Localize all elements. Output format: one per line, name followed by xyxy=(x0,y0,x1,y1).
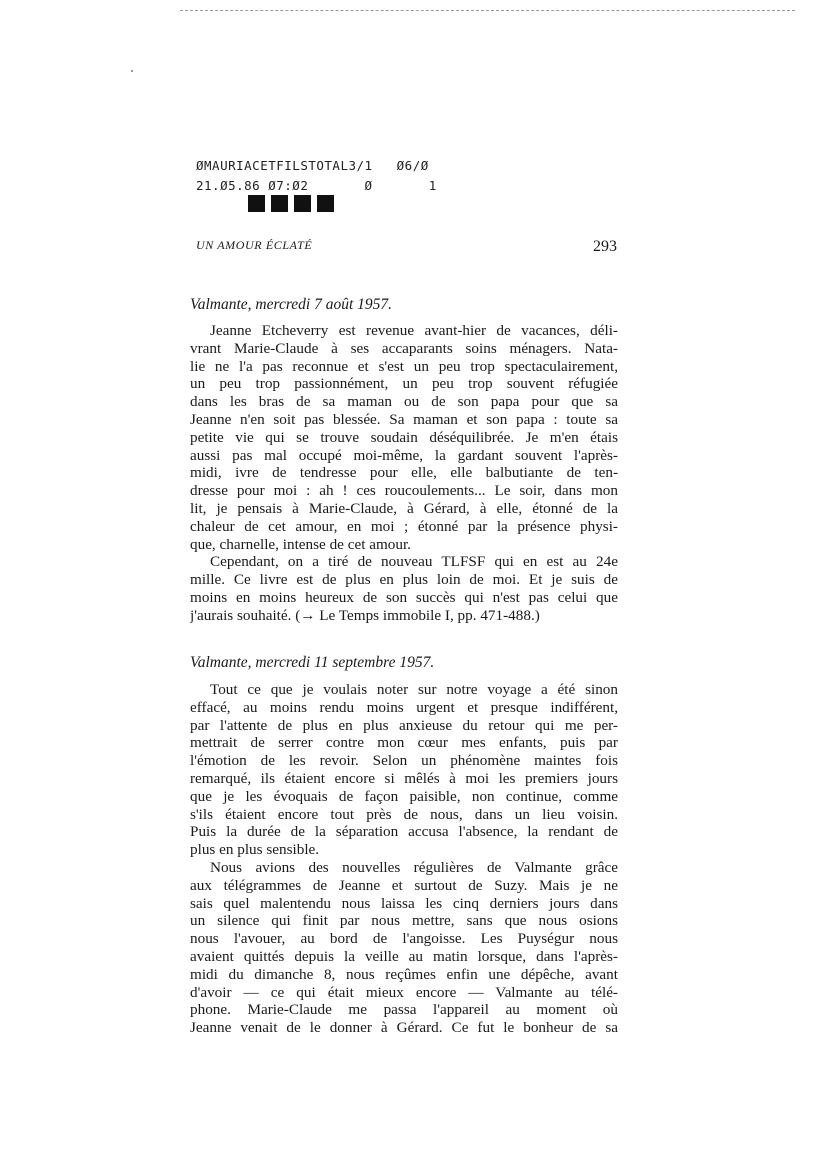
text-line: mille. Ce livre est de plus en plus loin de moi. Et je suis de xyxy=(190,571,618,589)
text-line: chaleur de cet amour, en moi ; étonné par la présence physi- xyxy=(190,517,618,535)
text-line: sais quel malentendu nous laissa les cinq derniers jours dans xyxy=(190,894,618,912)
text-line: petite vie qui se trouve soudain déséquilibrée. Je m'en étais xyxy=(190,428,618,446)
text-line: nous l'avouer, au bord de l'angoisse. Les Puységur nous xyxy=(190,930,618,948)
text-line: lie ne l'a pas reconnue et s'est un peu trop spectaculairement, xyxy=(190,357,618,375)
entry-body xyxy=(190,322,618,625)
registration-block xyxy=(271,195,288,212)
text-line: moins en moins heureux de son succès qui n'est pas celui que xyxy=(190,588,618,606)
text-line: d'avoir — ce qui était mieux encore — Valmante au télé- xyxy=(190,983,618,1001)
text-line: phone. Marie-Claude me passa l'appareil au moment où xyxy=(190,1001,618,1019)
registration-block xyxy=(248,195,265,212)
text-line: par l'attente de plus en plus anxieuse du retour qui me per- xyxy=(190,716,618,734)
text-line: Jeanne n'en soit pas blessée. Sa maman et son papa : toute sa xyxy=(190,410,618,428)
scan-code-line-2: 21.Ø5.86 Ø7:Ø2 Ø 1 xyxy=(196,178,437,193)
text-line: dans les bras de sa maman ou de son papa pour que sa xyxy=(190,393,618,411)
text-line: s'ils étaient encore tout près de nous, dans un lieu voisin. xyxy=(190,805,618,823)
text-line: remarqué, ils étaient encore si mêlés à moi les premiers jours xyxy=(190,769,618,787)
entry-body xyxy=(190,681,618,1037)
text-line: plus en plus sensible. xyxy=(190,841,320,859)
registration-blocks xyxy=(248,195,334,212)
text-line: midi du dimanche 8, nous reçûmes enfin une dépêche, avant xyxy=(190,965,618,983)
registration-block xyxy=(294,195,311,212)
page-number: 293 xyxy=(593,238,617,255)
scan-speck xyxy=(131,70,133,72)
text-line: j'aurais souhaité. (→ Le Temps immobile I, pp. 471-488.) xyxy=(190,606,540,624)
text-line: Tout ce que je voulais noter sur notre voyage a été sinon xyxy=(210,681,618,698)
text-line: l'émotion de les revoir. Selon un phénomène maintes fois xyxy=(190,752,618,770)
scan-code-line-1: ØMAURIACETFILSTOTAL3/1 Ø6/Ø xyxy=(196,158,429,173)
text-line: un silence qui finit par nous mettre, sans que nous osions xyxy=(190,912,618,930)
text-line: dresse pour moi : ah ! ces roucoulements... Le soir, dans mon xyxy=(190,482,618,500)
running-head: UN AMOUR ÉCLATÉ xyxy=(196,238,313,252)
text-line: que je les évoquais de façon paisible, non continue, comme xyxy=(190,787,618,805)
text-line: Puis la durée de la séparation accusa l'absence, la rendant de xyxy=(190,823,618,841)
text-line: aux télégrammes de Jeanne et surtout de Suzy. Mais je ne xyxy=(190,876,618,894)
text-line: Jeanne venait de le donner à Gérard. Ce fut le bonheur de sa xyxy=(190,1019,618,1037)
text-line: Nous avions des nouvelles régulières de Valmante grâce xyxy=(210,858,618,876)
text-line: Cependant, on a tiré de nouveau TLFSF qui en est au 24e xyxy=(210,553,618,571)
text-line: Jeanne Etcheverry est revenue avant-hier de vacances, déli- xyxy=(210,322,618,339)
text-line: vrant Marie-Claude à ses accaparants soins ménagers. Nata- xyxy=(190,339,618,357)
text-line: midi, ivre de tendresse pour elle, elle balbutiante de ten- xyxy=(190,464,618,482)
text-line: aussi pas mal occupé moi-même, la gardant souvent l'après- xyxy=(190,446,618,464)
text-line: que, charnelle, intense de cet amour. xyxy=(190,535,411,553)
text-line: lit, je pensais à Marie-Claude, à Gérard, à elle, étonné de la xyxy=(190,499,618,517)
text-line: mettrait de serrer contre mon cœur mes enfants, puis par xyxy=(190,734,618,752)
text-line: effacé, au moins rendu moins urgent et presque indifférent, xyxy=(190,698,618,716)
text-line: avaient quittés depuis la veille au matin lorsque, dans l'après- xyxy=(190,947,618,965)
entry-heading: Valmante, mercredi 11 septembre 1957. xyxy=(190,654,435,671)
text-line: un peu trop passionnément, un peu trop souvent réfugiée xyxy=(190,375,618,393)
scan-top-rule xyxy=(180,10,795,11)
registration-block xyxy=(317,195,334,212)
entry-heading: Valmante, mercredi 7 août 1957. xyxy=(190,296,393,313)
